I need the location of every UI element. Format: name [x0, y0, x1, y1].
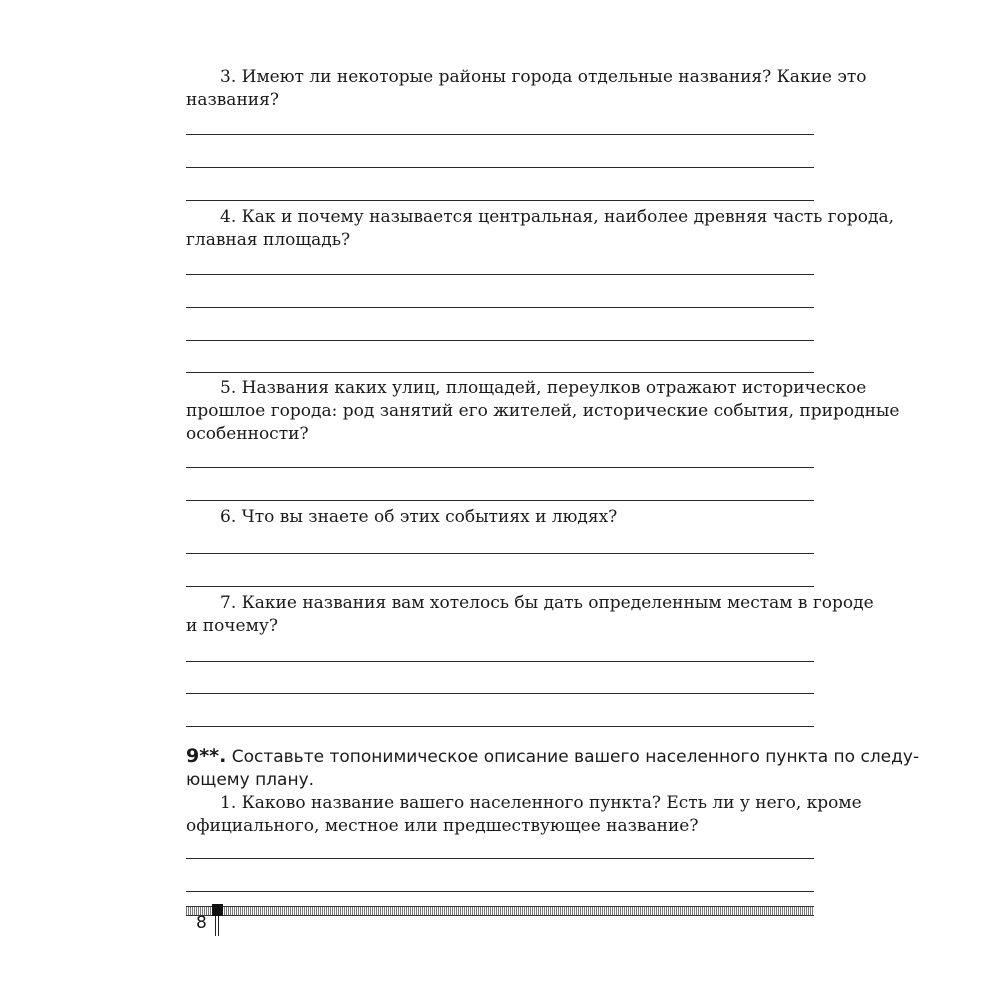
question-text-line: 4. Как и почему называется центральная, наиболее древняя часть города,	[220, 207, 895, 227]
page-number: 8	[196, 913, 207, 933]
task-text-line: ющему плану.	[186, 770, 315, 790]
answer-line[interactable]	[186, 891, 814, 892]
question-9-1	[186, 792, 862, 838]
question-5	[186, 377, 900, 446]
answer-line[interactable]	[186, 200, 814, 201]
answer-line[interactable]	[186, 693, 814, 694]
answer-line[interactable]	[186, 661, 814, 662]
question-text-line: названия?	[186, 90, 279, 110]
answer-line[interactable]	[186, 500, 814, 501]
answer-line[interactable]	[186, 858, 814, 859]
question-3	[186, 66, 867, 112]
question-7	[186, 592, 874, 638]
footer-hatched-band	[186, 907, 814, 915]
question-4	[186, 206, 895, 252]
question-text-line: прошлое города: род занятий его жителей, исторические события, природные	[186, 401, 900, 421]
answer-line[interactable]	[186, 307, 814, 308]
footer-corner-mark	[212, 904, 223, 916]
answer-line[interactable]	[186, 586, 814, 587]
footer-divider	[186, 915, 814, 916]
question-text-line: 6. Что вы знаете об этих событиях и людях?	[220, 507, 618, 527]
answer-line[interactable]	[186, 167, 814, 168]
task-text-line: Составьте топонимическое описание вашего населенного пункта по следу-	[231, 747, 920, 767]
answer-line[interactable]	[186, 274, 814, 275]
question-text-line: и почему?	[186, 616, 278, 636]
question-text-line: официального, местное или предшествующее название?	[186, 816, 699, 836]
answer-line[interactable]	[186, 340, 814, 341]
answer-line[interactable]	[186, 372, 814, 373]
question-text-line: главная площадь?	[186, 230, 351, 250]
task-number: 9**.	[186, 745, 227, 767]
footer-vertical-rule	[215, 916, 216, 936]
question-text-line: 1. Каково название вашего населенного пункта? Есть ли у него, кроме	[220, 793, 862, 813]
answer-line[interactable]	[186, 553, 814, 554]
footer-vertical-rule	[218, 916, 219, 936]
answer-line[interactable]	[186, 726, 814, 727]
question-text-line: 7. Какие названия вам хотелось бы дать определенным местам в городе	[220, 593, 874, 613]
answer-line[interactable]	[186, 467, 814, 468]
question-text-line: 5. Названия каких улиц, площадей, переулков отражают историческое	[220, 378, 867, 398]
task-9	[186, 745, 920, 792]
question-6	[186, 506, 814, 529]
question-text-line: 3. Имеют ли некоторые районы города отдельные названия? Какие это	[220, 67, 867, 87]
answer-line[interactable]	[186, 134, 814, 135]
question-text-line: особенности?	[186, 424, 309, 444]
